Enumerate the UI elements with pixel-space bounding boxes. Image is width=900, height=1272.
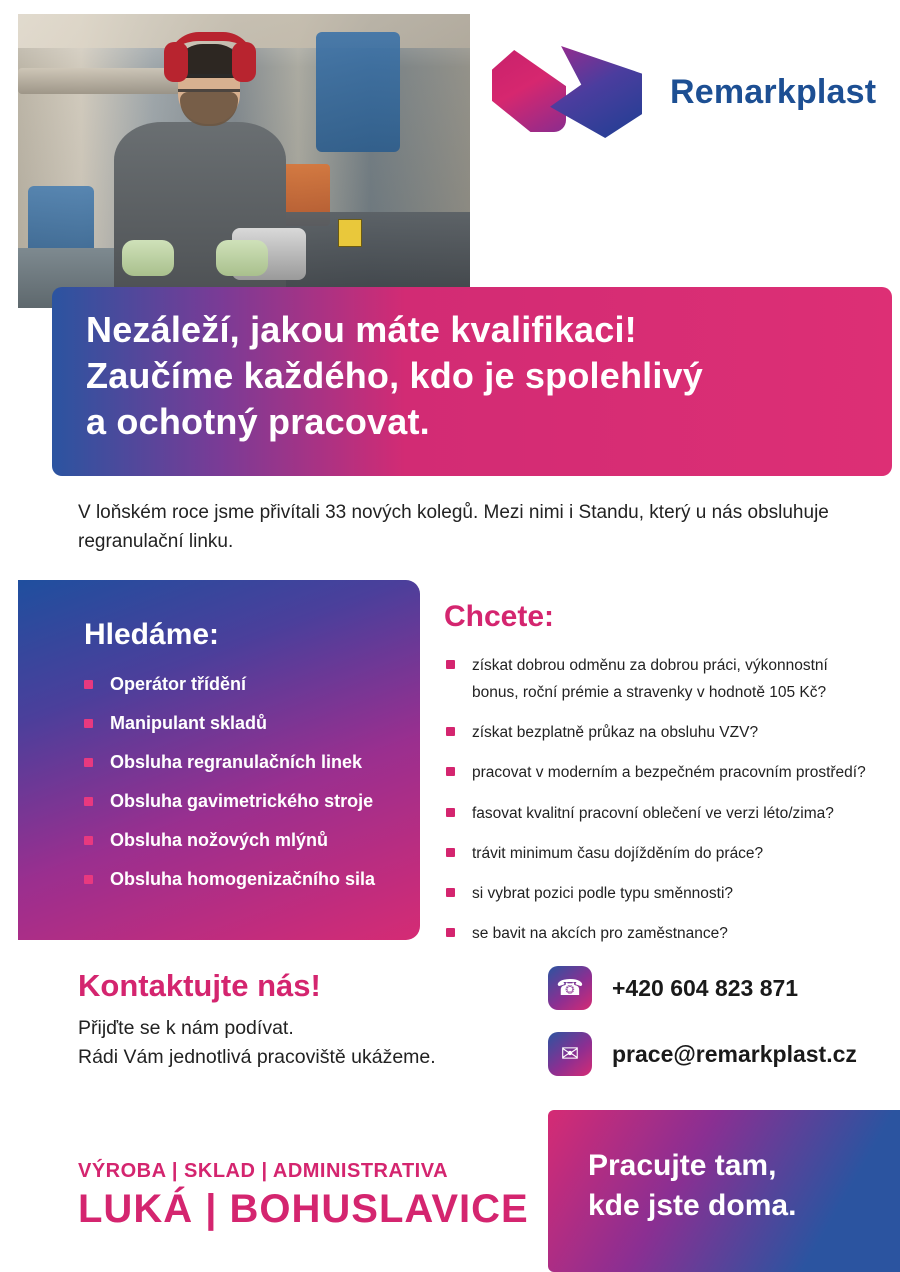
brand-logo	[492, 46, 876, 138]
hero-photo	[18, 14, 470, 308]
intro-paragraph: V loňském roce jsme přivítali 33 nových kolegů. Mezi nimi i Standu, který u nás obsluhuje regranulační linku.	[78, 502, 829, 553]
headline-line-1: Nezáleží, jakou máte kvalifikaci!	[86, 309, 637, 350]
photo-glove-right	[216, 240, 268, 276]
list-item: Operátor třídění	[84, 674, 392, 695]
headline-banner	[52, 287, 892, 476]
list-item: Obsluha regranulačních linek	[84, 752, 392, 773]
contact-line-2: Rádi Vám jednotlivá pracoviště ukážeme.	[78, 1046, 436, 1069]
headline-line-3: a ochotný pracovat.	[86, 401, 430, 443]
contact-details	[548, 966, 878, 1098]
list-item: získat dobrou odměnu za dobrou práci, výkonnostní bonus, roční prémie a stravenky v hodnotě 105 Kč?	[444, 652, 874, 706]
list-item: získat bezplatně průkaz na obsluhu VZV?	[444, 719, 874, 746]
photo-ear-muff-left	[164, 42, 188, 82]
list-item: si vybrat pozici podle typu směnnosti?	[444, 880, 874, 907]
email-icon: ✉	[548, 1032, 592, 1076]
footer-locations: LUKÁ | BOHUSLAVICE	[78, 1187, 529, 1231]
list-item: Manipulant skladů	[84, 713, 392, 734]
contact-line-1: Přijďte se k nám podívat.	[78, 1017, 294, 1039]
positions-title: Hledáme:	[84, 618, 220, 651]
list-item: Obsluha homogenizačního sila	[84, 869, 392, 890]
footer-info	[78, 1160, 538, 1232]
benefits-list	[444, 652, 874, 947]
list-item: trávit minimum času dojížděním do práce?	[444, 840, 874, 867]
photo-worker-body	[114, 122, 286, 308]
logo-shape-left	[492, 50, 566, 132]
photo-pipe	[18, 68, 188, 94]
remarkplast-logo-icon	[492, 46, 642, 138]
positions-panel	[18, 580, 420, 940]
footer-slogan-line-2: kde jste doma.	[588, 1188, 797, 1222]
photo-blue-machine	[316, 32, 400, 152]
email-row[interactable]	[548, 1032, 878, 1076]
list-item: fasovat kvalitní pracovní oblečení ve verzi léto/zima?	[444, 800, 874, 827]
list-item: pracovat v moderním a bezpečném pracovním prostředí?	[444, 759, 874, 786]
photo-worker-glasses	[178, 74, 240, 92]
headline-line-2: Zaučíme každého, kdo je spolehlivý	[86, 355, 703, 397]
photo-warning-label	[338, 219, 362, 247]
contact-title: Kontaktujte nás!	[78, 968, 321, 1003]
phone-icon: ☎	[548, 966, 592, 1010]
list-item: se bavit na akcích pro zaměstnance?	[444, 920, 874, 947]
footer-departments: VÝROBA | SKLAD | ADMINISTRATIVA	[78, 1160, 449, 1182]
list-item: Obsluha nožových mlýnů	[84, 830, 392, 851]
list-item: Obsluha gavimetrického stroje	[84, 791, 392, 812]
email-address[interactable]: prace@remarkplast.cz	[612, 1040, 857, 1067]
benefits-title: Chcete:	[444, 600, 555, 633]
positions-list	[84, 674, 392, 890]
benefits-panel	[444, 600, 874, 960]
brand-name: Remarkplast	[670, 72, 877, 111]
phone-number[interactable]: +420 604 823 871	[612, 974, 799, 1001]
photo-ear-muff-right	[232, 42, 256, 82]
photo-glove-left	[122, 240, 174, 276]
phone-row[interactable]	[548, 966, 878, 1010]
footer-slogan-line-1: Pracujte tam,	[588, 1149, 777, 1182]
contact-invitation	[78, 968, 508, 1073]
footer-slogan-box	[548, 1110, 900, 1272]
